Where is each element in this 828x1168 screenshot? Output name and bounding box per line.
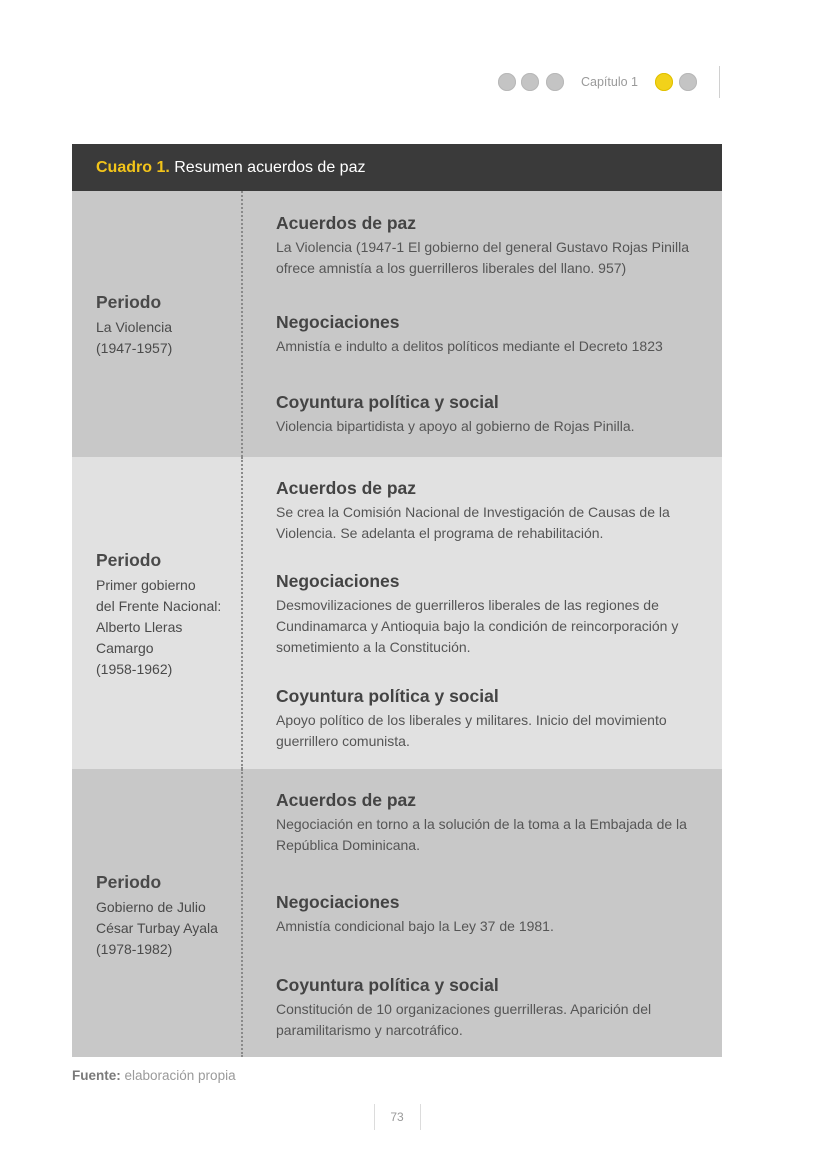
page-header <box>0 72 828 94</box>
entry-heading: Negociaciones <box>276 892 400 912</box>
entry-heading: Coyuntura política y social <box>276 686 499 706</box>
table-row <box>72 191 722 457</box>
entry-acuerdos <box>276 478 701 544</box>
source-note <box>72 1068 236 1083</box>
entry-text: La Violencia (1947-1 El gobierno del general Gustavo Rojas Pinilla ofrece amnistía a los guerrilleros liberales del llano. 957) <box>276 239 689 276</box>
chapter-label: Capítulo 1 <box>581 75 638 89</box>
table-title-text: Resumen acuerdos de paz <box>169 159 366 176</box>
entry-heading: Acuerdos de paz <box>276 790 417 810</box>
period-label: Periodo <box>96 872 162 892</box>
entry-coyuntura <box>276 686 701 752</box>
entry-coyuntura <box>276 392 701 437</box>
entry-heading: Coyuntura política y social <box>276 975 499 995</box>
table-row <box>72 457 722 769</box>
period-text: Gobierno de Julio César Turbay Ayala (1978-1982) <box>96 899 218 957</box>
entry-heading: Coyuntura política y social <box>276 392 499 412</box>
chapter-progress-dot-icon <box>498 73 516 91</box>
chapter-progress-dot-icon <box>521 73 539 91</box>
entry-acuerdos <box>276 790 701 856</box>
column-divider <box>241 191 243 457</box>
period-label: Periodo <box>96 550 162 570</box>
chapter-progress-dot-icon <box>546 73 564 91</box>
period-cell <box>96 292 231 359</box>
period-label: Periodo <box>96 292 162 312</box>
entry-text: Violencia bipartidista y apoyo al gobierno de Rojas Pinilla. <box>276 418 635 434</box>
period-cell <box>96 550 231 680</box>
entry-negociaciones <box>276 892 701 937</box>
entry-text: Apoyo político de los liberales y militares. Inicio del movimiento guerrillero comunista. <box>276 712 667 749</box>
entry-text: Se crea la Comisión Nacional de Investigación de Causas de la Violencia. Se adelanta el programa de rehabilitación. <box>276 504 670 541</box>
entry-acuerdos <box>276 213 701 279</box>
source-text: elaboración propia <box>120 1068 236 1083</box>
period-text: La Violencia (1947-1957) <box>96 319 173 356</box>
table-title <box>72 144 722 191</box>
source-label: Fuente: <box>72 1068 121 1083</box>
entry-text: Amnistía condicional bajo la Ley 37 de 1981. <box>276 918 554 934</box>
chapter-active-dot-icon <box>655 73 673 91</box>
entry-text: Desmovilizaciones de guerrilleros liberales de las regiones de Cundinamarca y Antioquia bajo la condición de reincorporación y sometimiento a la Constitución. <box>276 597 679 655</box>
period-cell <box>96 872 231 960</box>
entry-heading: Negociaciones <box>276 571 400 591</box>
period-text: Primer gobierno del Frente Nacional: Alberto Lleras Camargo (1958-1962) <box>96 577 222 677</box>
peace-agreements-table <box>72 144 722 1057</box>
table-title-number: Cuadro 1. <box>96 159 170 176</box>
column-divider <box>241 457 243 769</box>
page-number: 73 <box>390 1110 404 1124</box>
column-divider <box>241 769 243 1057</box>
entry-heading: Acuerdos de paz <box>276 213 417 233</box>
entry-text: Negociación en torno a la solución de la toma a la Embajada de la República Dominicana. <box>276 816 687 853</box>
chapter-progress-dot-icon <box>679 73 697 91</box>
page-number-divider <box>420 1104 421 1130</box>
entry-text: Amnistía e indulto a delitos políticos mediante el Decreto 1823 <box>276 338 663 354</box>
entry-heading: Acuerdos de paz <box>276 478 417 498</box>
entry-heading: Negociaciones <box>276 312 400 332</box>
entry-negociaciones <box>276 312 701 357</box>
table-row <box>72 769 722 1057</box>
header-divider <box>719 66 720 98</box>
entry-coyuntura <box>276 975 701 1041</box>
entry-negociaciones <box>276 571 701 658</box>
entry-text: Constitución de 10 organizaciones guerrilleras. Aparición del paramilitarismo y narcotráfico. <box>276 1001 652 1038</box>
